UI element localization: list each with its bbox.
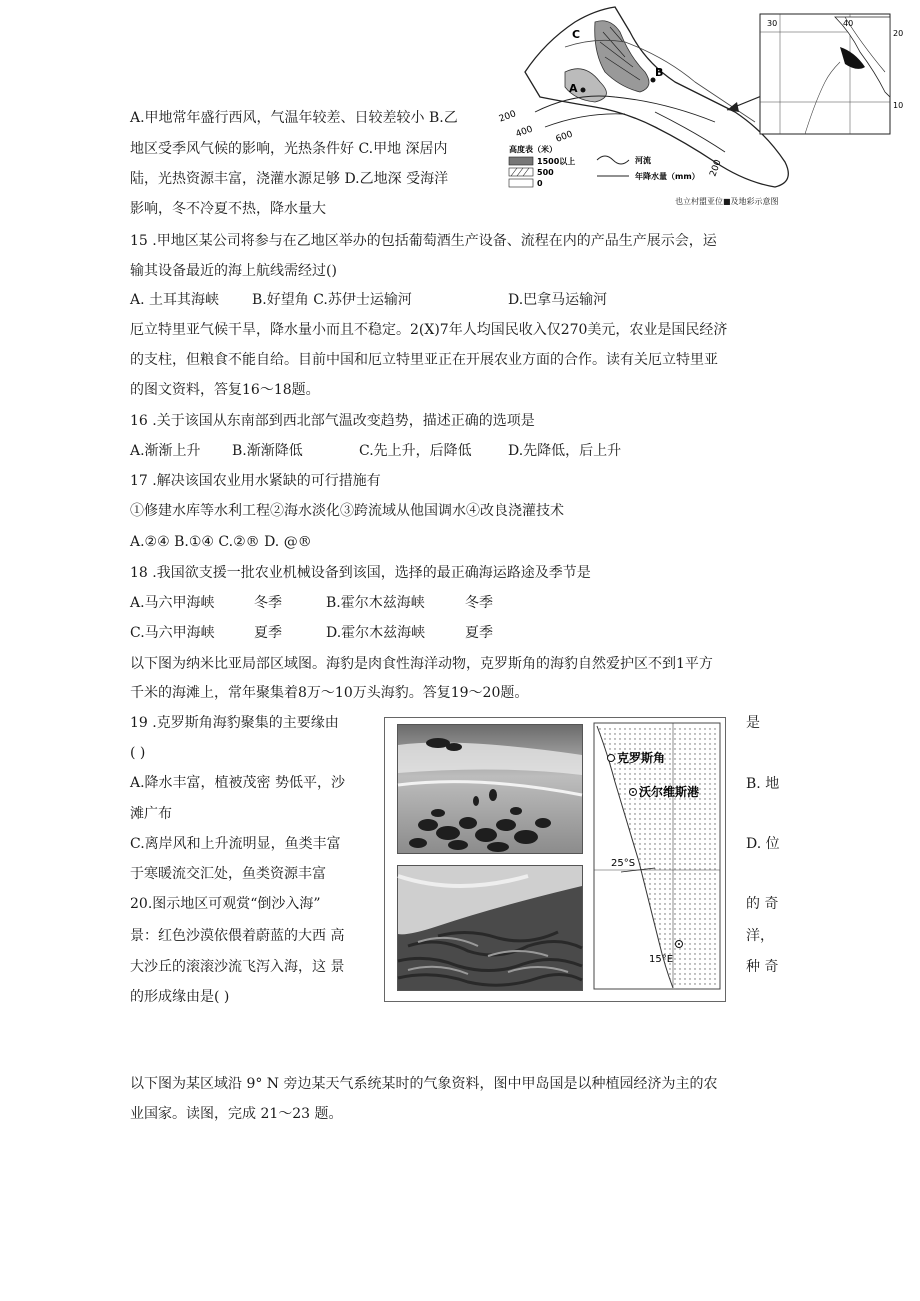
intro-16-18-line-3: 的图文资料，答复16～18题。: [130, 382, 320, 398]
map-label-200a: 200: [497, 109, 518, 125]
q19-side-d: D. 位: [746, 836, 780, 852]
q19-stem: 19 .克罗斯角海豹聚集的主要缘由: [130, 715, 339, 731]
q16-option-b: B.渐渐降低: [232, 443, 303, 459]
q20-stem-4: 的形成缘由是( ): [130, 989, 230, 1005]
legend-isohyet: 年降水量（mm）: [635, 172, 700, 181]
namibia-figure: [384, 717, 726, 1002]
q16-option-a: A.渐渐上升: [130, 443, 201, 459]
q16-option-c: C.先上升，后降低: [359, 443, 472, 459]
q18-option-d-season: 夏季: [465, 625, 493, 641]
seal-photo: [397, 724, 583, 854]
q17-options: A.②④ B.①④ C.②® D. @®: [130, 534, 312, 550]
q18-option-a: A.马六甲海峡: [130, 595, 215, 611]
q19-option-a-1: A.降水丰富，植被茂密 势低平，沙: [130, 775, 346, 791]
eritrea-map-caption: 也立村盟亚位■及地彩示意图: [675, 197, 779, 206]
q20-stem-2: 景：红色沙漠依偎着蔚蓝的大西 高: [130, 928, 345, 944]
q19-paren: ( ): [130, 745, 146, 761]
legend-river: 河流: [635, 156, 651, 165]
q14-line-2: 地区受季风气候的影响，光热条件好 C.甲地 深居内: [130, 141, 448, 157]
namibia-coast-map: [593, 722, 721, 992]
q18-option-b: B.霍尔木兹海峡: [326, 595, 425, 611]
inset-tick-30: 30: [767, 19, 778, 28]
legend-title: 高度表（米）: [509, 145, 557, 154]
intro-16-18-line-2: 的支柱，但粮食不能自给。目前中国和厄立特里亚正在开展农业方面的合作。读有关厄立特里亚: [130, 352, 718, 368]
q20-side-1: 的 奇: [746, 896, 779, 912]
q18-option-a-season: 冬季: [254, 595, 282, 611]
inset-tick-40: 40: [843, 19, 854, 28]
place-walvis-bay: 沃尔维斯港: [639, 785, 700, 799]
legend-1500: 1500以上: [537, 157, 576, 166]
q16-stem: 16 .关于该国从东南部到西北部气温改变趋势，描述正确的选项是: [130, 413, 535, 429]
q14-line-4: 影响，冬不冷夏不热，降水量大: [130, 201, 326, 217]
q15-stem-2: 输其设备最近的海上航线需经过(): [130, 263, 337, 279]
q18-stem: 18 .我国欲支援一批农业机械设备到该国，选择的最正确海运路途及季节是: [130, 565, 591, 581]
intro-21-23-line-2: 业国家。读图，完成 21～23 题。: [130, 1106, 343, 1122]
q17-items: ①修建水库等水利工程②海水淡化③跨流域从他国调水④改良浇灌技术: [130, 503, 564, 519]
q20-stem-1: 20.图示地区可观赏“倒沙入海”: [130, 896, 321, 912]
q18-option-b-season: 冬季: [465, 595, 493, 611]
intro-21-23-line-1: 以下图为某区域沿 9° N 旁边某天气系统某时的气象资料，图中甲岛国是以种植园经济为主的农: [130, 1076, 718, 1092]
q14-line-1: A.甲地常年盛行西风，气温年较差、日较差较小 B.乙: [130, 110, 458, 126]
intro-19-20-line-2: 千米的海滩上，常年聚集着8万～10万头海豹。答复19～20题。: [130, 685, 529, 701]
inset-tick-20: 20: [893, 29, 904, 38]
lat-25s: 25°S: [611, 858, 636, 869]
q17-stem: 17 .解决该国农业用水紧缺的可行措施有: [130, 473, 381, 489]
map-label-400: 400: [514, 124, 535, 140]
map-label-b: B: [655, 66, 664, 79]
q15-option-b: B.好望角 C.苏伊士运输河: [252, 292, 412, 308]
q19-option-a-2: 滩广布: [130, 806, 172, 822]
legend-500: 500: [537, 168, 554, 177]
q18-option-c: C.马六甲海峡: [130, 625, 215, 641]
q18-option-d: D.霍尔木兹海峡: [326, 625, 426, 641]
q19-option-c-2: 于寒暖流交汇处，鱼类资源丰富: [130, 866, 326, 882]
q15-option-d: D.巴拿马运输河: [508, 292, 608, 308]
map-label-a: A: [569, 82, 578, 95]
eritrea-map: [497, 2, 915, 207]
map-label-600: 600: [554, 129, 575, 145]
place-cape-cross: 克罗斯角: [617, 751, 666, 765]
q20-stem-3: 大沙丘的滚滚沙流飞泻入海，这 景: [130, 959, 345, 975]
map-label-c: C: [572, 28, 581, 41]
inset-tick-10: 10: [893, 101, 904, 110]
dune-photo: [397, 865, 583, 991]
q20-side-3: 种 奇: [746, 959, 779, 975]
intro-16-18-line-1: 厄立特里亚气候干旱，降水量小而且不稳定。2(X)7年人均国民收入仅270美元，农业是国民经济: [130, 322, 728, 338]
q15-stem-1: 15 .甲地区某公司将参与在乙地区举办的包括葡萄酒生产设备、流程在内的产品生产展示会，运: [130, 233, 717, 249]
legend-0: 0: [537, 179, 543, 188]
q19-side-shi: 是: [746, 715, 760, 731]
q15-option-a: A. 土耳其海峡: [130, 292, 220, 308]
q20-side-2: 洋，: [746, 928, 774, 944]
intro-19-20-line-1: 以下图为纳米比亚局部区域图。海豹是肉食性海洋动物，克罗斯角的海豹自然爱护区不到1平方: [130, 656, 713, 672]
q16-option-d: D.先降低，后上升: [508, 443, 622, 459]
q14-line-3: 陆，光热资源丰富，浇灌水源足够 D.乙地深 受海洋: [130, 171, 449, 187]
q19-side-b: B. 地: [746, 776, 780, 792]
map-label-200b: 200: [708, 158, 724, 179]
eritrea-map-drawing: [497, 2, 915, 207]
q19-option-c-1: C.离岸风和上升流明显，鱼类丰富: [130, 836, 341, 852]
lon-15e: 15°E: [649, 954, 674, 965]
q18-option-c-season: 夏季: [254, 625, 282, 641]
